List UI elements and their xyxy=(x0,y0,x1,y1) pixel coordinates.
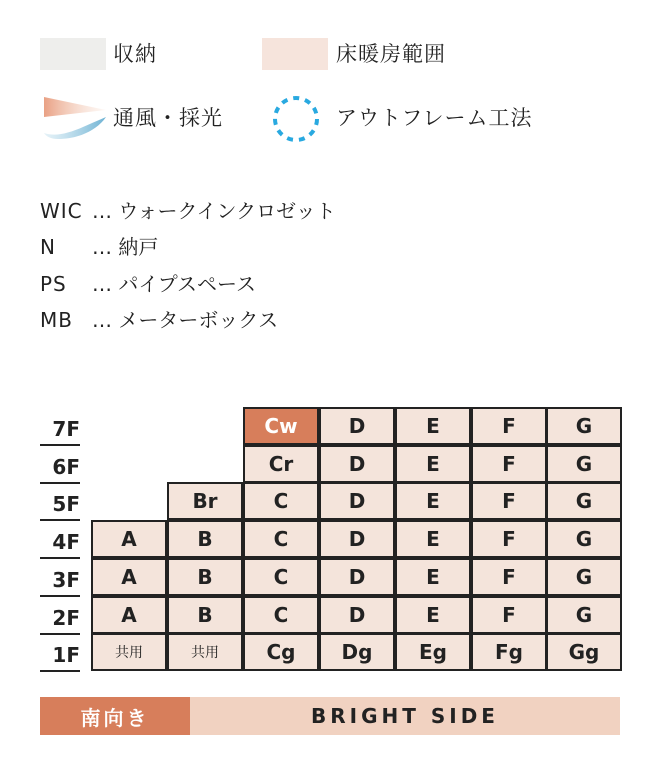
outframe-icon xyxy=(270,93,322,145)
orientation-label: 南向き xyxy=(40,697,190,735)
unit-cell: D xyxy=(319,482,395,520)
abbreviation-row xyxy=(40,270,256,298)
unit-cell: 共用 xyxy=(91,633,167,671)
unit-cell: F xyxy=(471,445,547,483)
unit-cell: D xyxy=(319,520,395,558)
unit-cell: Cw xyxy=(243,407,319,445)
unit-cell: G xyxy=(546,482,622,520)
unit-cell: Cg xyxy=(243,633,319,671)
unit-cell: A xyxy=(91,596,167,634)
abbreviation-definition: … メーターボックス xyxy=(92,308,279,332)
unit-cell: G xyxy=(546,520,622,558)
unit-cell: D xyxy=(319,558,395,596)
unit-cell: Dg xyxy=(319,633,395,671)
unit-cell: Br xyxy=(167,482,243,520)
unit-cell: B xyxy=(167,596,243,634)
unit-cell: G xyxy=(546,445,622,483)
ventilation-legend-label: 通風・採光 xyxy=(113,106,223,130)
abbreviation-key: WIC xyxy=(40,199,83,223)
unit-cell: F xyxy=(471,482,547,520)
storage-swatch xyxy=(40,38,106,70)
unit-cell: Fg xyxy=(471,633,547,671)
abbreviation-row xyxy=(40,197,336,225)
storage-legend-label: 収納 xyxy=(113,42,157,66)
unit-cell: F xyxy=(471,558,547,596)
unit-cell: E xyxy=(395,520,471,558)
floor-label: 1F xyxy=(40,643,80,672)
unit-cell: D xyxy=(319,596,395,634)
unit-cell: G xyxy=(546,558,622,596)
unit-cell: Eg xyxy=(395,633,471,671)
floor-heating-legend-label: 床暖房範囲 xyxy=(336,42,446,66)
unit-cell: C xyxy=(243,558,319,596)
unit-cell: Cr xyxy=(243,445,319,483)
unit-cell: E xyxy=(395,558,471,596)
unit-cell: 共用 xyxy=(167,633,243,671)
abbreviation-row xyxy=(40,233,158,261)
unit-cell: G xyxy=(546,596,622,634)
unit-cell: E xyxy=(395,445,471,483)
floor-heating-swatch xyxy=(262,38,328,70)
floor-label: 3F xyxy=(40,568,80,597)
floor-label: 4F xyxy=(40,530,80,559)
unit-cell: B xyxy=(167,558,243,596)
unit-cell: D xyxy=(319,445,395,483)
floor-label: 5F xyxy=(40,492,80,521)
unit-cell: D xyxy=(319,407,395,445)
abbreviation-key: PS xyxy=(40,272,67,296)
abbreviation-definition: … パイプスペース xyxy=(92,272,256,296)
floor-label: 6F xyxy=(40,455,80,484)
unit-cell: F xyxy=(471,520,547,558)
unit-cell: E xyxy=(395,482,471,520)
unit-cell: C xyxy=(243,596,319,634)
unit-cell: E xyxy=(395,407,471,445)
unit-cell: C xyxy=(243,520,319,558)
unit-cell: F xyxy=(471,407,547,445)
unit-cell: E xyxy=(395,596,471,634)
unit-cell: A xyxy=(91,558,167,596)
abbreviation-definition: … 納戸 xyxy=(92,235,159,259)
unit-cell: B xyxy=(167,520,243,558)
abbreviation-key: MB xyxy=(40,308,73,332)
unit-cell: Gg xyxy=(546,633,622,671)
unit-cell: A xyxy=(91,520,167,558)
floor-label: 2F xyxy=(40,606,80,635)
abbreviation-row xyxy=(40,306,278,334)
bright-side-label: BRIGHT SIDE xyxy=(190,697,620,735)
outframe-legend-label: アウトフレーム工法 xyxy=(336,106,533,130)
abbreviation-definition: … ウォークインクロゼット xyxy=(92,199,336,223)
abbreviation-key: N xyxy=(40,235,56,259)
floor-label: 7F xyxy=(40,417,80,446)
unit-cell: C xyxy=(243,482,319,520)
ventilation-icon xyxy=(40,95,110,140)
unit-cell: F xyxy=(471,596,547,634)
unit-cell: G xyxy=(546,407,622,445)
